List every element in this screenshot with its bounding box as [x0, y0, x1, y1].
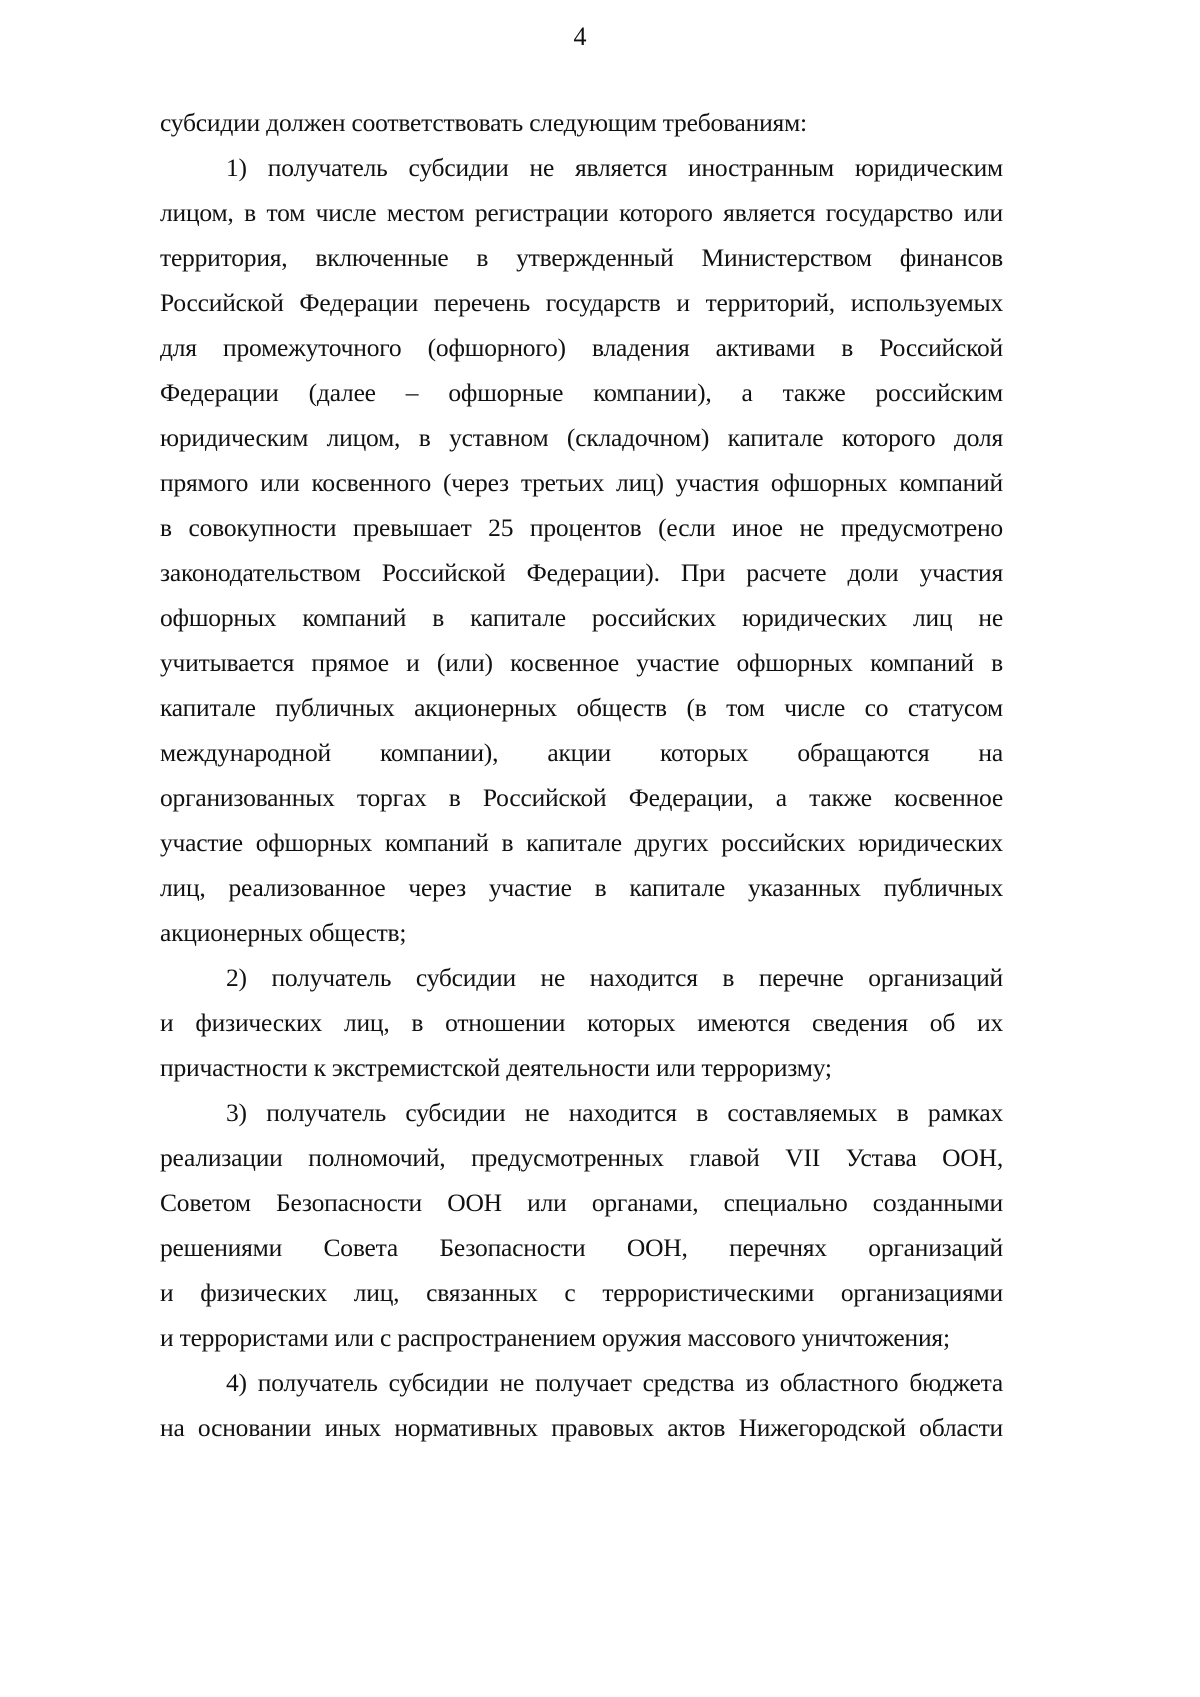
document-body: [160, 100, 1003, 1450]
text-line: территория, включенные в утвержденный Министерством финансов: [160, 243, 1003, 272]
text-line: юридическим лицом, в уставном (складочном) капитале которого доля: [160, 423, 1003, 452]
text-line: 3) получатель субсидии не находится в составляемых в рамках: [226, 1098, 1003, 1127]
text-line: решениями Совета Безопасности ООН, перечнях организаций: [160, 1233, 1003, 1262]
text-line: капитале публичных акционерных обществ (в том числе со статусом: [160, 693, 1003, 722]
text-line: Российской Федерации перечень государств и территорий, используемых: [160, 288, 1003, 317]
text-line: офшорных компаний в капитале российских юридических лиц не: [160, 603, 1003, 632]
text-line: международной компании), акции которых обращаются на: [160, 738, 1003, 767]
text-line: и террористами или с распространением оружия массового уничтожения;: [160, 1323, 950, 1352]
text-line: на основании иных нормативных правовых актов Нижегородской области: [160, 1413, 1003, 1442]
text-line: акционерных обществ;: [160, 918, 407, 947]
text-line: лицом, в том числе местом регистрации которого является государство или: [160, 198, 1003, 227]
text-line: лиц, реализованное через участие в капитале указанных публичных: [160, 873, 1003, 902]
paragraph: [160, 1360, 1003, 1450]
text-line: и физических лиц, связанных с террористическими организациями: [160, 1278, 1003, 1307]
text-line: законодательством Российской Федерации). При расчете доли участия: [160, 558, 1003, 587]
text-line: для промежуточного (офшорного) владения активами в Российской: [160, 333, 1003, 362]
paragraph: [160, 1090, 1003, 1360]
paragraph: [160, 100, 1003, 145]
text-line: и физических лиц, в отношении которых имеются сведения об их: [160, 1008, 1003, 1037]
text-line: реализации полномочий, предусмотренных главой VII Устава ООН,: [160, 1143, 1003, 1172]
text-line: организованных торгах в Российской Федерации, а также косвенное: [160, 783, 1003, 812]
text-line: прямого или косвенного (через третьих лиц) участия офшорных компаний: [160, 468, 1003, 497]
text-line: участие офшорных компаний в капитале других российских юридических: [160, 828, 1003, 857]
text-line: в совокупности превышает 25 процентов (если иное не предусмотрено: [160, 513, 1003, 542]
text-line: субсидии должен соответствовать следующим требованиям:: [160, 108, 807, 137]
text-line: 1) получатель субсидии не является иностранным юридическим: [226, 153, 1003, 182]
text-line: Советом Безопасности ООН или органами, специально созданными: [160, 1188, 1003, 1217]
page-number: 4: [573, 22, 587, 51]
text-line: 4) получатель субсидии не получает средства из областного бюджета: [226, 1368, 1003, 1397]
paragraph: [160, 955, 1003, 1090]
text-line: учитывается прямое и (или) косвенное участие офшорных компаний в: [160, 648, 1003, 677]
paragraph: [160, 145, 1003, 955]
text-line: 2) получатель субсидии не находится в перечне организаций: [226, 963, 1003, 992]
text-line: причастности к экстремистской деятельности или терроризму;: [160, 1053, 832, 1082]
text-line: Федерации (далее – офшорные компании), а также российским: [160, 378, 1003, 407]
